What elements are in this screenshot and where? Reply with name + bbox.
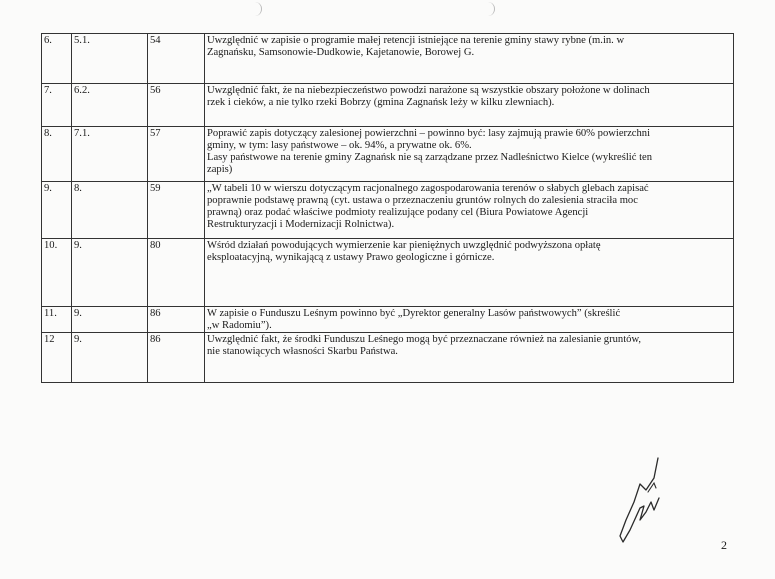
remark-line: Zagnańsku, Samsonowie-Dudkowie, Kajetanowie, Borowej G. bbox=[207, 47, 475, 58]
table-row bbox=[42, 333, 734, 383]
section-cell: 9. bbox=[72, 333, 148, 383]
remark-cell bbox=[205, 333, 734, 383]
remark-line: nie stanowiących własności Skarbu Państwa. bbox=[207, 346, 398, 357]
section-cell: 5.1. bbox=[72, 34, 148, 84]
remark-line: Wśród działań powodujących wymierzenie kar pieniężnych uwzględnić podwyższona opłatę bbox=[207, 240, 601, 251]
row-number-cell: 6. bbox=[42, 34, 72, 84]
section-cell: 8. bbox=[72, 182, 148, 239]
remark-line: poprawnie podstawę prawną (cyt. ustawa o przeznaczeniu gruntów rolnych do zalesienia straciła moc bbox=[207, 195, 638, 206]
remark-line: prawną) oraz podać właściwe podmioty realizujące podany cel (Biura Powiatowe Agencji bbox=[207, 207, 589, 218]
section-cell: 7.1. bbox=[72, 127, 148, 182]
remark-line: Uwzględnić fakt, że na niebezpieczeństwo powodzi narażone są wszystkie obszary położone w dolinach bbox=[207, 85, 650, 96]
page-cell: 54 bbox=[148, 34, 205, 84]
remark-cell bbox=[205, 307, 734, 333]
table-row bbox=[42, 239, 734, 307]
page-cell: 56 bbox=[148, 84, 205, 127]
table-row bbox=[42, 127, 734, 182]
remark-line: Lasy państwowe na terenie gminy Zagnańsk nie są zarządzane przez Nadleśnictwo Kielce (wykreślić ten bbox=[207, 152, 653, 163]
remark-cell bbox=[205, 34, 734, 84]
table-row bbox=[42, 84, 734, 127]
remark-cell bbox=[205, 239, 734, 307]
remark-line: eksploatacyjną, wynikającą z ustawy Prawo geologiczne i górnicze. bbox=[207, 252, 495, 263]
remark-cell bbox=[205, 182, 734, 239]
table-row bbox=[42, 307, 734, 333]
remark-cell bbox=[205, 84, 734, 127]
remark-line: rzek i cieków, a nie tylko rzeki Bobrzy (gmina Zagnańsk leży w kilku zlewniach). bbox=[207, 97, 555, 108]
amendments-table bbox=[41, 33, 734, 383]
page-cell: 80 bbox=[148, 239, 205, 307]
page-cell: 57 bbox=[148, 127, 205, 182]
row-number-cell: 8. bbox=[42, 127, 72, 182]
page-number: 2 bbox=[721, 538, 727, 552]
row-number-cell: 10. bbox=[42, 239, 72, 307]
remark-line: „w Radomiu”). bbox=[207, 320, 272, 331]
page-cell: 86 bbox=[148, 307, 205, 333]
section-cell: 9. bbox=[72, 307, 148, 333]
remark-line: Restrukturyzacji i Modernizacji Rolnictwa). bbox=[207, 219, 395, 230]
page-cell: 86 bbox=[148, 333, 205, 383]
row-number-cell: 7. bbox=[42, 84, 72, 127]
remark-line: „W tabeli 10 w wierszu dotyczącym racjonalnego zagospodarowania terenów o słabych glebach zapisać bbox=[207, 183, 649, 194]
handwritten-signature bbox=[596, 450, 686, 550]
page-cell: 59 bbox=[148, 182, 205, 239]
row-number-cell: 9. bbox=[42, 182, 72, 239]
punch-hole-mark bbox=[253, 2, 262, 16]
remark-line: zapis) bbox=[207, 164, 233, 175]
remark-cell bbox=[205, 127, 734, 182]
remark-line: gminy, w tym: lasy państwowe – ok. 94%, a prywatne ok. 6%. bbox=[207, 140, 472, 151]
section-cell: 9. bbox=[72, 239, 148, 307]
table-row bbox=[42, 182, 734, 239]
row-number-cell: 12 bbox=[42, 333, 72, 383]
table-row bbox=[42, 34, 734, 84]
row-number-cell: 11. bbox=[42, 307, 72, 333]
section-cell: 6.2. bbox=[72, 84, 148, 127]
remark-line: Uwzględnić fakt, że środki Funduszu Leśnego mogą być przeznaczane również na zalesianie gruntów, bbox=[207, 334, 642, 345]
punch-hole-mark bbox=[486, 2, 495, 16]
remark-line: Uwzględnić w zapisie o programie małej retencji istniejące na terenie gminy stawy rybne (m.in. w bbox=[207, 35, 625, 46]
remark-line: Poprawić zapis dotyczący zalesionej powierzchni – powinno być: lasy zajmują prawie 60% powierzchni bbox=[207, 128, 651, 139]
amendments-table-body bbox=[42, 34, 734, 383]
remark-line: W zapisie o Funduszu Leśnym powinno być „Dyrektor generalny Lasów państwowych” (skreślić bbox=[207, 308, 621, 319]
